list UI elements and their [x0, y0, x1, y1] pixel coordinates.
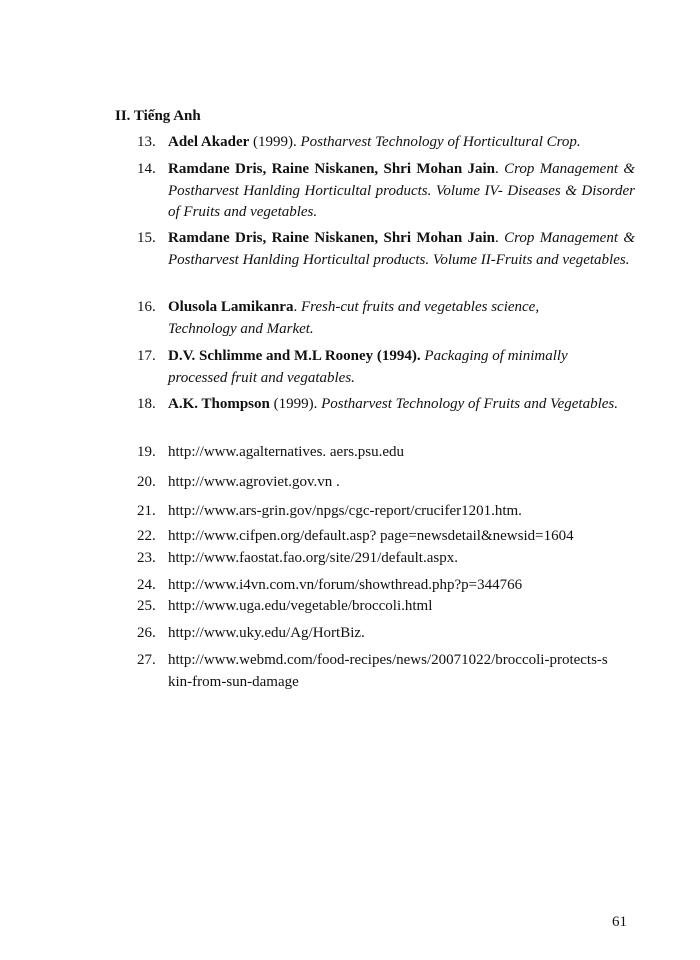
reference-url: http://www.agalternatives. aers.psu.edu — [168, 444, 405, 460]
reference-17 — [137, 346, 635, 389]
reference-body — [168, 297, 588, 340]
reference-url: http://www.cifpen.org/default.asp? page=newsdetail&newsid=1604 — [168, 528, 574, 544]
reference-number: 21. — [137, 503, 156, 519]
reference-number: 13. — [137, 134, 156, 150]
reference-title: Fresh-cut fruits and vegetables science, Technology and Market. — [168, 299, 540, 337]
reference-number: 17. — [137, 348, 156, 364]
reference-21 — [137, 501, 635, 523]
reference-number: 15. — [137, 230, 156, 246]
reference-25 — [137, 596, 635, 618]
reference-number: 27. — [137, 652, 156, 668]
reference-year: (1999). — [269, 396, 322, 412]
reference-author: Olusola Lamikanra — [168, 299, 294, 315]
reference-27 — [137, 650, 635, 693]
reference-16 — [137, 297, 635, 340]
reference-number: 25. — [137, 598, 156, 614]
reference-title: Crop Management & Postharvest Hanlding Horticultal products. Volume IV- Diseases & Disorder of Fruits and vegetables. — [168, 161, 635, 220]
reference-author: A.K. Thompson — [168, 396, 270, 412]
reference-author: Adel Akader — [168, 134, 250, 150]
reference-23 — [137, 548, 635, 570]
reference-author: Ramdane Dris, Raine Niskanen, Shri Mohan Jain — [168, 230, 495, 246]
reference-year: (1999). — [249, 134, 301, 150]
reference-url: http://www.i4vn.com.vn/forum/showthread.php?p=344766 — [168, 577, 523, 593]
reference-number: 26. — [137, 625, 156, 641]
reference-14 — [137, 159, 635, 224]
reference-url: http://www.uga.edu/vegetable/broccoli.html — [168, 598, 433, 614]
reference-number: 14. — [137, 161, 156, 177]
reference-15 — [137, 228, 635, 271]
reference-24 — [137, 575, 635, 597]
reference-author: D.V. Schlimme and M.L Rooney (1994). — [168, 348, 421, 364]
reference-number: 18. — [137, 396, 156, 412]
reference-url: http://www.faostat.fao.org/site/291/default.aspx. — [168, 550, 458, 566]
reference-body — [168, 346, 618, 389]
reference-26 — [137, 623, 635, 645]
reference-number: 22. — [137, 528, 156, 544]
reference-number: 19. — [137, 444, 156, 460]
reference-number: 23. — [137, 550, 156, 566]
reference-title: Postharvest Technology of Horticultural Crop. — [300, 134, 581, 150]
page-number: 61 — [612, 914, 627, 930]
reference-author: Ramdane Dris, Raine Niskanen, Shri Mohan Jain — [168, 161, 495, 177]
reference-title: Crop Management & Postharvest Hanlding Horticultal products. Volume II-Fruits and vegetables. — [168, 230, 635, 268]
reference-url: http://www.ars-grin.gov/npgs/cgc-report/crucifer1201.htm. — [168, 503, 522, 519]
reference-number: 16. — [137, 299, 156, 315]
reference-number: 24. — [137, 577, 156, 593]
reference-separator: . — [495, 230, 505, 246]
reference-body — [168, 394, 635, 416]
reference-19 — [137, 442, 635, 464]
reference-20 — [137, 472, 635, 494]
reference-number: 20. — [137, 474, 156, 490]
reference-13 — [137, 132, 635, 154]
reference-title: Packaging of minimally processed fruit and vegatables. — [168, 348, 568, 386]
reference-body — [168, 159, 635, 224]
reference-18 — [137, 394, 635, 416]
reference-separator: . — [495, 161, 505, 177]
reference-22 — [137, 526, 635, 548]
reference-body — [168, 228, 635, 271]
reference-url: http://www.agroviet.gov.vn . — [168, 474, 340, 490]
section-heading: II. Tiếng Anh — [115, 108, 201, 124]
reference-url: http://www.uky.edu/Ag/HortBiz. — [168, 625, 365, 641]
reference-title: Postharvest Technology of Fruits and Vegetables. — [321, 396, 619, 412]
reference-body — [168, 132, 635, 154]
reference-separator: . — [293, 299, 301, 315]
reference-url: http://www.webmd.com/food-recipes/news/20071022/broccoli-protects-skin-from-sun-damage — [168, 652, 608, 690]
